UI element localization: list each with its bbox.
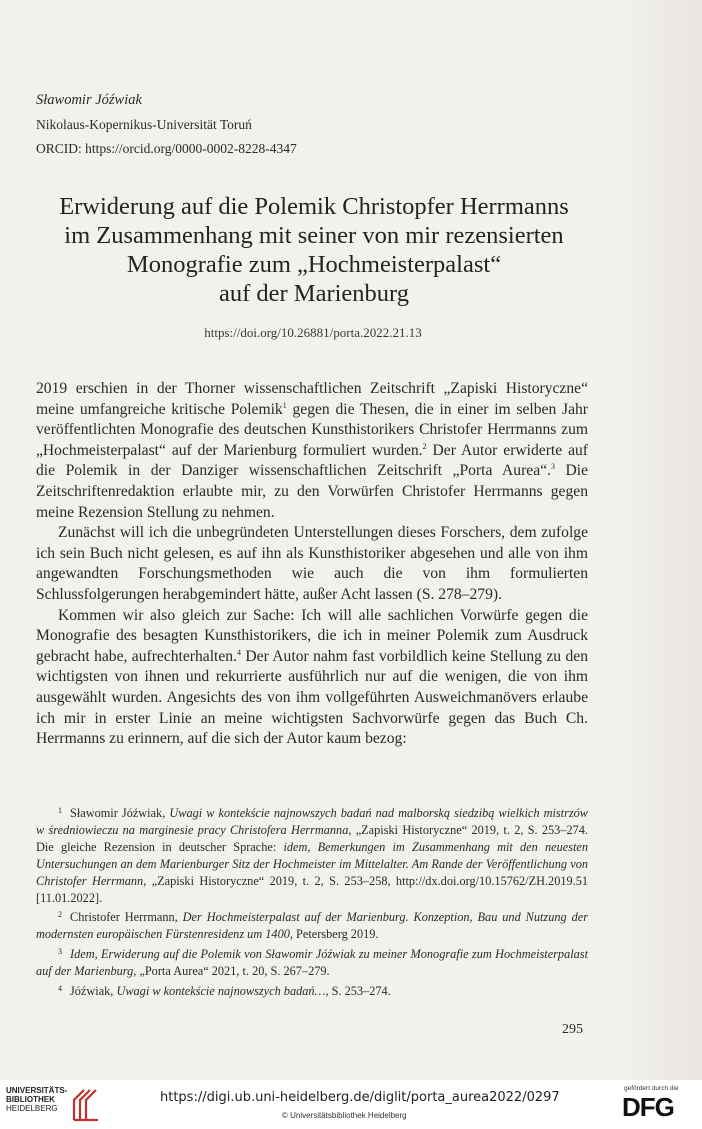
library-name-line: BIBLIOTHEK (6, 1095, 55, 1104)
article-body (36, 379, 588, 750)
dfg-logo[interactable]: DFG (622, 1092, 674, 1122)
footnote-text: Idem, Erwiderung auf die Polemik von Sławomir Jóźwiak zu meiner Monografie zum Hochmeisterpalast auf der Marienburg (36, 947, 588, 979)
footnote-text: Uwagi w kontekście najnowszych badań… (116, 984, 326, 999)
footnote-text: , „Zapiski Historyczne“ 2019, t. 2, S. 253–258, http://dx.doi.org/10.15762/ZH.2019.51 [11.01.2022]. (36, 873, 589, 905)
library-logo[interactable] (6, 1086, 106, 1124)
footnote-text: , „Porta Aurea“ 2021, t. 20, S. 267–279. (133, 964, 330, 979)
title-line: Monografie zum „Hochmeisterpalast“ (126, 251, 502, 278)
library-name-line: HEIDELBERG (6, 1104, 58, 1113)
paragraph-text: Zunächst will ich die unbegründeten Unterstellungen dieses Forschers, dem zufolge ich sein Buch nicht gelesen, es auf ihn als Kunsthistoriker abgesehen und alle von ihm angewandten Forschungsmethoden wie auch die von ihm formulierten Schlussfolgerungen herabgemindert hätte, außer Acht lassen (S. 278–279). (36, 524, 588, 603)
author-name: Sławomir Jóźwiak (36, 92, 142, 108)
body-paragraph (36, 606, 588, 750)
footnotes (36, 803, 588, 1001)
paragraph-text: Der Autor erwiderte auf die Polemik in der Danziger wissenschaftlichen Zeitschrift „Porta Aurea“. (36, 441, 588, 480)
author-orcid: ORCID: https://orcid.org/0000-0002-8228-4347 (36, 141, 297, 156)
footnote-ref: 3 (550, 462, 555, 472)
footnote (36, 944, 588, 980)
footnote-number: 3 (58, 947, 62, 957)
paragraph-text: Die Zeitschriftenredaktion erlaubte mir, zu den Vorwürfen Christofer Herrmanns gegen meine Rezension Stellung zu nehmen. (36, 462, 588, 521)
paragraph-text: Kommen wir also gleich zur Sache: Ich will alle sachlichen Vorwürfe gegen die Monografie des besagten Kunsthistorikers, die ich in meiner Polemik zum Ausdruck gebracht habe, aufrechterhalten. (36, 606, 588, 665)
library-name-line: UNIVERSITÄTS- (6, 1086, 68, 1095)
footnote (36, 803, 588, 906)
footnote-text: Christofer Herrmann, (70, 910, 183, 925)
footnote-text: Sławomir Jóźwiak, (70, 806, 170, 820)
footnote-ref: 1 (282, 400, 287, 410)
paragraph-text: gegen die Thesen, die in einer im selben Jahr veröffentlichten Monografie des deutschen Kunsthistorikers Christofer Herrmanns zum „Hochmeisterpalast“ auf der Marienburg formuliert wurden. (36, 400, 588, 459)
article-doi: https://doi.org/10.26881/porta.2022.21.13 (204, 325, 422, 340)
footnote-ref: 2 (422, 441, 427, 451)
article-title (20, 192, 608, 308)
footnote-text: idem, Bemerkungen im Zusammenhang mit den neuesten Untersuchungen an dem Marienburger Sitz der Hochmeister im Mittelalter. Am Rande der Veröffentlichung von Christofer Herrmann (36, 839, 588, 888)
page-url-link[interactable]: https://digi.ub.uni-heidelberg.de/diglit/porta_aurea2022/0297 (160, 1090, 560, 1105)
footnote-number: 1 (58, 806, 62, 815)
title-line: Erwiderung auf die Polemik Christopfer Herrmanns (59, 193, 569, 220)
paragraph-text: 2019 erschien in der Thorner wissenschaftlichen Zeitschrift „Zapiski Historyczne“ meine umfangreiche kritische Polemik (36, 380, 588, 418)
footnote (36, 907, 588, 943)
footnote-text: Der Hochmeisterpalast auf der Marienburg. Konzeption, Bau und Nutzung der modernsten europäischen Fürstenresidenz um 1400 (36, 910, 588, 942)
footnote (36, 981, 588, 1000)
footnote-text: , Petersberg 2019. (289, 927, 379, 942)
paragraph-text: Der Autor nahm fast vorbildlich keine Stellung zu den wichtigsten von ihnen und rekurrierte ausführlich nur auf die wenigen, die von ihm ausgewählt wurden. Angesichts des von ihm vollgeführten Ausweichmanövers erlaube ich mir in erster Linie an meine wichtigsten Sachvorwürfe gegen das Buch Ch. Herrmanns zu erinnern, auf die sich der Autor kaum bezog: (36, 647, 588, 748)
funding-note: gefördert durch die (624, 1085, 679, 1092)
footnote-text: , „Zapiski Historyczne“ 2019, t. 2, S. 253–274. Die gleiche Rezension in deutscher Sprache: (36, 822, 588, 854)
body-paragraph (36, 523, 588, 605)
footnote-text: , S. 253–274. (325, 984, 391, 999)
page-number: 295 (562, 1022, 583, 1037)
library-name (6, 1086, 67, 1113)
title-line: im Zusammenhang mit seiner von mir rezensierten (64, 222, 564, 249)
footnote-ref: 4 (237, 647, 241, 657)
copyright-notice: © Universitätsbibliothek Heidelberg (282, 1111, 407, 1120)
footnote-text: Uwagi w kontekście najnowszych badań nad malborską siedzibą wielkich mistrzów w średniowieczu na marginesie pracy Christofera Herrmanna (36, 806, 588, 837)
author-affiliation: Nikolaus-Kopernikus-Universität Toruń (36, 117, 252, 132)
page-edge-shadow (612, 0, 702, 1080)
footnote-number: 4 (58, 984, 62, 994)
library-emblem-icon (70, 1088, 100, 1122)
body-paragraph (36, 379, 588, 523)
footnote-number: 2 (58, 910, 62, 920)
viewer-footer (0, 1080, 702, 1129)
footnote-text: Jóźwiak, (70, 984, 117, 999)
title-line: auf der Marienburg (218, 280, 410, 307)
